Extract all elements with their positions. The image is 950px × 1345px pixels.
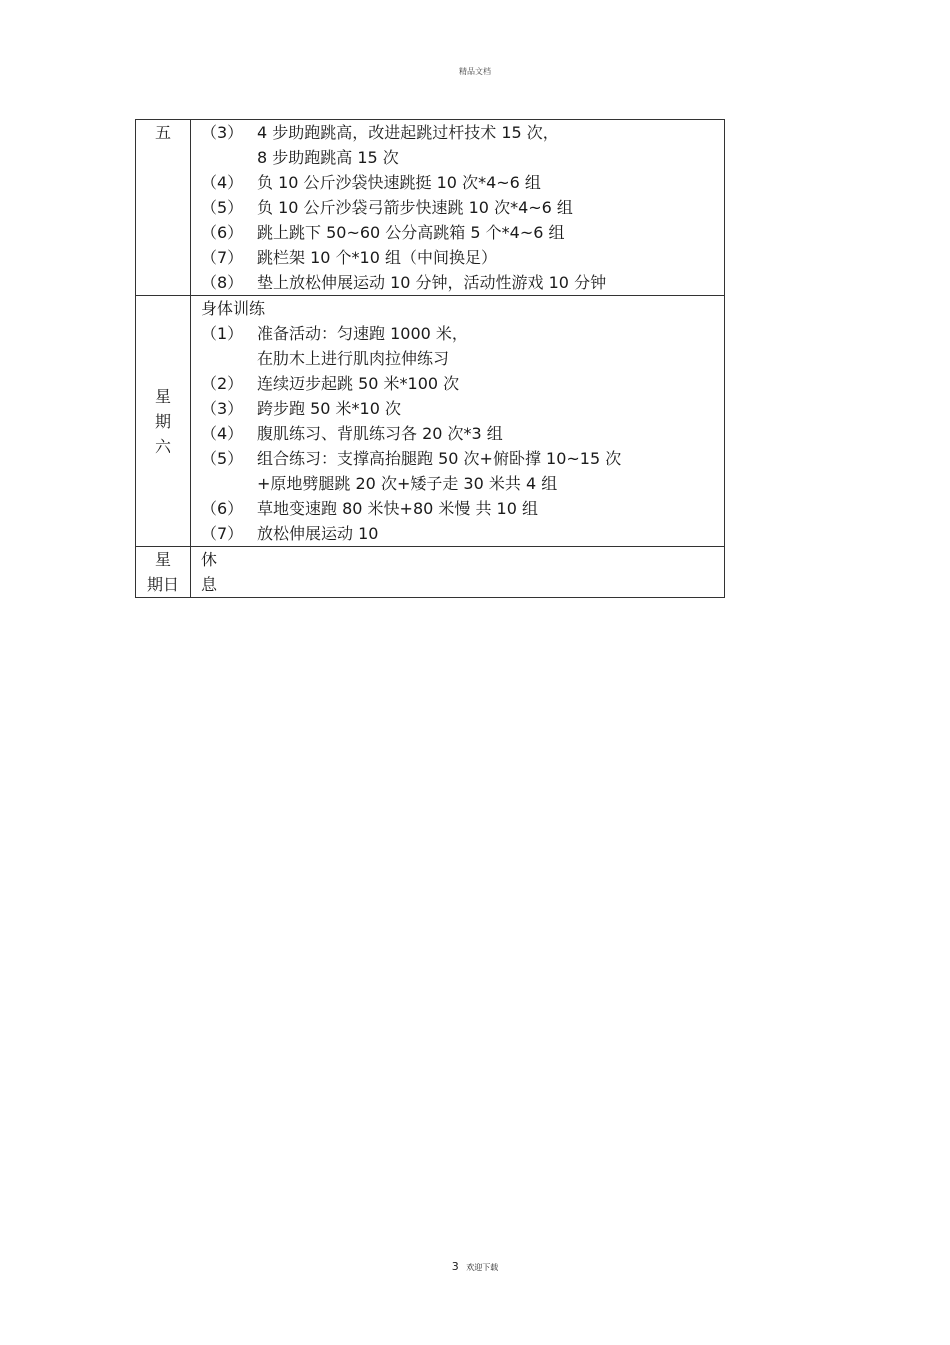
item-continuation: 在肋木上进行肌肉拉伸练习	[257, 349, 450, 368]
friday-row	[136, 120, 725, 296]
list-item	[201, 245, 724, 270]
item-continuation: +原地劈腿跳 20 次+矮子走 30 米共 4 组	[257, 474, 558, 493]
item-text: 垫上放松伸展运动 10 分钟，活动性游戏 10 分钟	[257, 273, 607, 292]
content-cell-sunday	[191, 547, 725, 598]
item-number: （5）	[201, 198, 244, 217]
item-number: （2）	[201, 374, 244, 393]
item-text: 腹肌练习、背肌练习各 20 次*3 组	[257, 424, 503, 443]
item-text: 跳栏架 10 个*10 组（中间换足）	[257, 248, 497, 267]
item-number: （5）	[201, 449, 244, 468]
item-text: 跨步跑 50 米*10 次	[257, 399, 401, 418]
item-text: 连续迈步起跳 50 米*100 次	[257, 374, 460, 393]
item-number: （3）	[201, 399, 244, 418]
footer-note: 欢迎下载	[466, 1263, 499, 1272]
list-item	[201, 220, 724, 245]
item-number: （7）	[201, 524, 244, 543]
day-label: 星	[154, 386, 171, 406]
section-title: 身体训练	[201, 299, 266, 318]
page-footer	[0, 1260, 950, 1273]
list-item	[201, 496, 724, 521]
list-item	[201, 321, 724, 346]
item-number: （7）	[201, 248, 244, 267]
list-item	[201, 446, 724, 471]
item-number: （4）	[201, 424, 244, 443]
item-text: 4 步助跑跳高，改进起跳过杆技术 15 次，	[257, 123, 559, 142]
item-text: 负 10 公斤沙袋弓箭步快速跳 10 次*4~6 组	[257, 198, 573, 217]
day-cell-saturday	[136, 296, 191, 547]
item-number: （6）	[201, 223, 244, 242]
list-item	[201, 270, 724, 295]
page-number: 3	[451, 1260, 459, 1273]
rest-label: 息	[201, 575, 218, 594]
item-number: （8）	[201, 273, 244, 292]
list-item	[201, 120, 724, 145]
sunday-row	[136, 547, 725, 598]
item-number: （3）	[201, 123, 244, 142]
training-schedule-table	[135, 119, 725, 598]
item-text: 放松伸展运动 10	[257, 524, 379, 543]
item-number: （1）	[201, 324, 244, 343]
list-item	[201, 521, 724, 546]
list-item	[201, 195, 724, 220]
content-cell-saturday	[191, 296, 725, 547]
day-label: 五	[154, 123, 171, 142]
rest-label: 休	[201, 550, 218, 569]
saturday-row	[136, 296, 725, 547]
item-number: （6）	[201, 499, 244, 518]
day-label: 期	[154, 411, 171, 431]
day-label: 星	[154, 550, 171, 569]
day-label: 期日	[146, 575, 179, 594]
list-item	[201, 170, 724, 195]
list-item	[201, 421, 724, 446]
item-text: 跳上跳下 50~60 公分高跳箱 5 个*4~6 组	[257, 223, 565, 242]
item-text: 准备活动：匀速跑 1000 米，	[257, 324, 468, 343]
header-note: 精品文档	[459, 67, 491, 76]
item-text: 组合练习：支撑高抬腿跑 50 次+俯卧撑 10~15 次	[257, 449, 622, 468]
day-label: 六	[154, 436, 171, 456]
list-item	[201, 396, 724, 421]
content-cell-friday	[191, 120, 725, 296]
item-number: （4）	[201, 173, 244, 192]
list-item	[201, 371, 724, 396]
item-text: 负 10 公斤沙袋快速跳挺 10 次*4~6 组	[257, 173, 541, 192]
day-cell-friday	[136, 120, 191, 296]
item-text: 草地变速跑 80 米快+80 米慢 共 10 组	[257, 499, 539, 518]
day-cell-sunday	[136, 547, 191, 598]
item-continuation: 8 步助跑跳高 15 次	[257, 148, 399, 167]
